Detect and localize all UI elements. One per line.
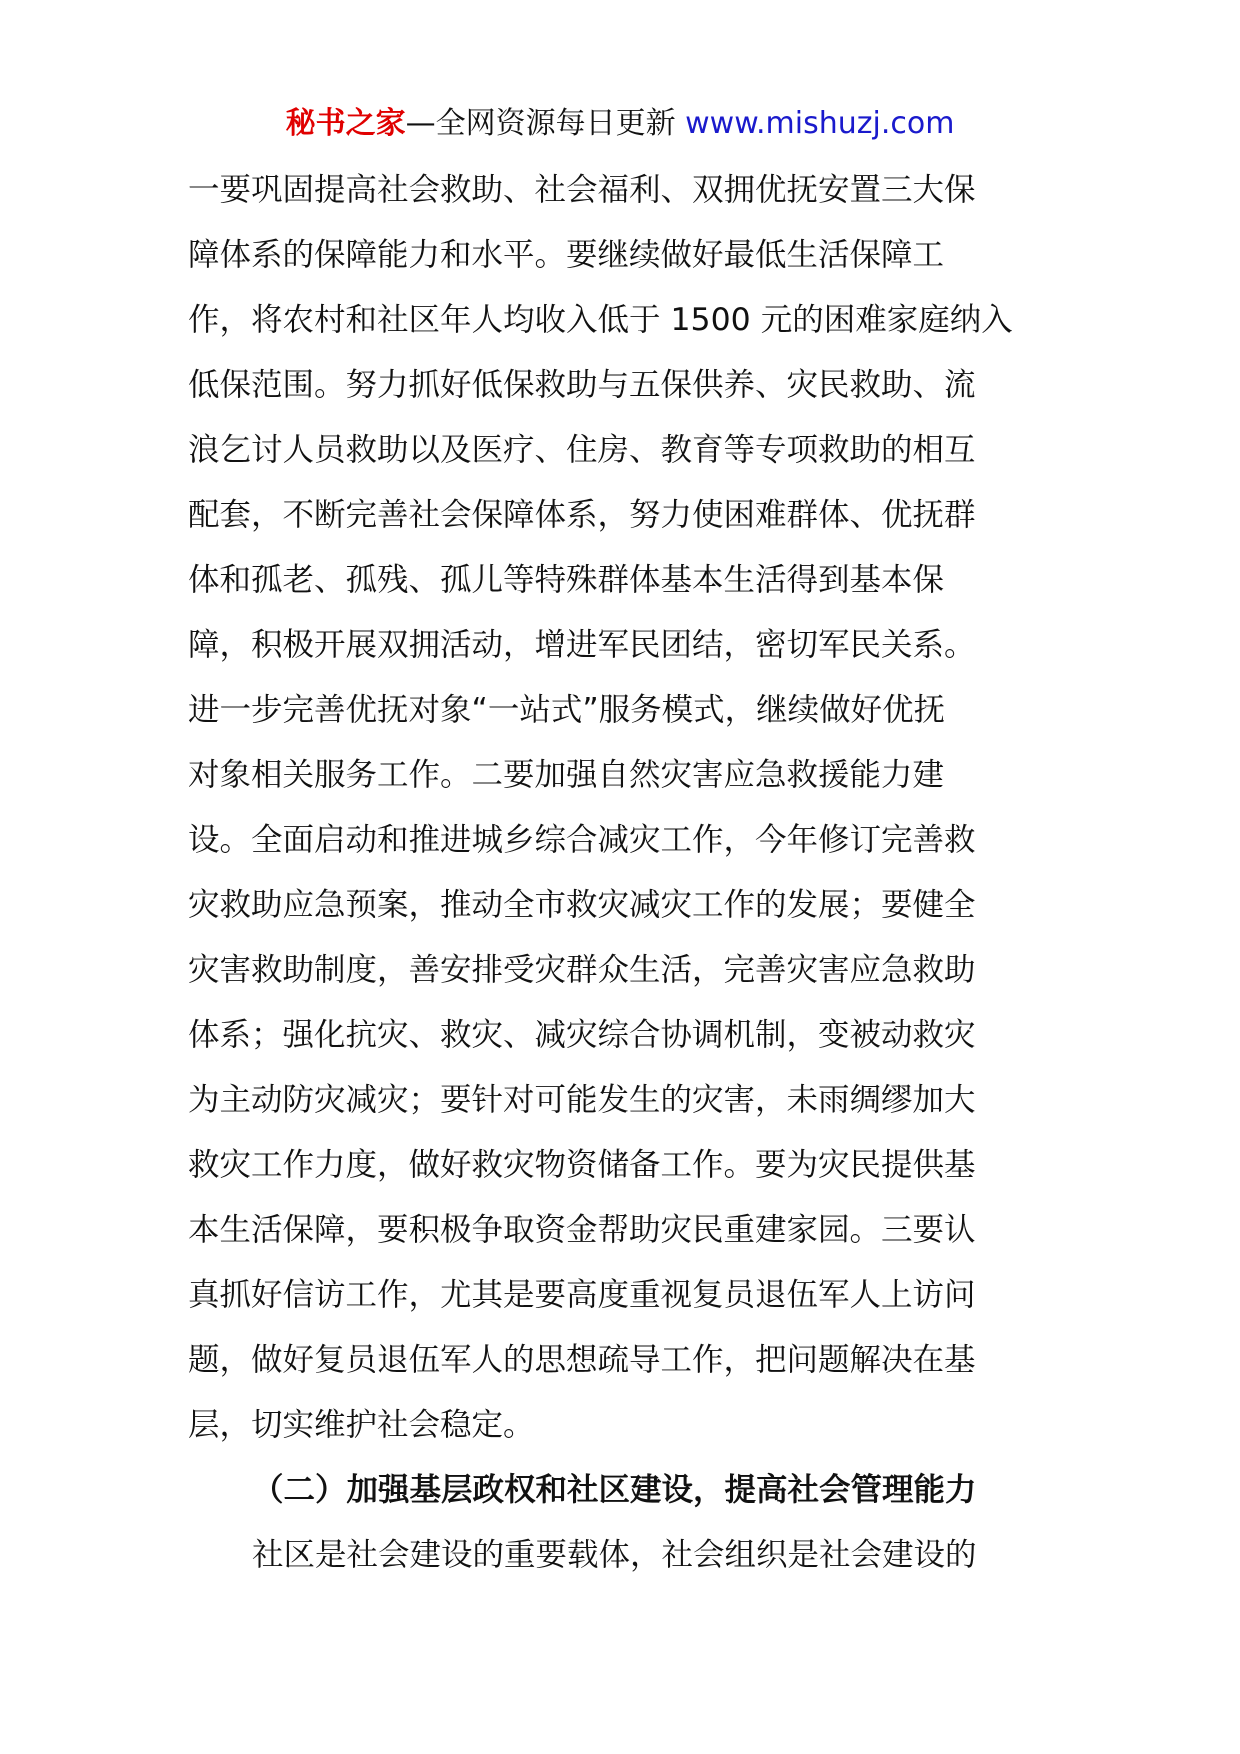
body-line: 本生活保障，要积极争取资金帮助灾民重建家园。三要认 bbox=[188, 1212, 976, 1248]
body-line: 层，切实维护社会稳定。 bbox=[188, 1407, 535, 1443]
site-url-link[interactable]: www.mishuzj.com bbox=[685, 106, 955, 141]
body-line: 真抓好信访工作，尤其是要高度重视复员退伍军人上访问 bbox=[188, 1277, 976, 1313]
body-line: 体系；强化抗灾、救灾、减灾综合协调机制，变被动救灾 bbox=[188, 1017, 976, 1053]
body-line: 为主动防灾减灾；要针对可能发生的灾害，未雨绸缪加大 bbox=[188, 1082, 976, 1118]
body-line: 浪乞讨人员救助以及医疗、住房、教育等专项救助的相互 bbox=[188, 432, 976, 468]
body-line: 配套，不断完善社会保障体系，努力使困难群体、优抚群 bbox=[188, 497, 976, 533]
body-line: 一要巩固提高社会救助、社会福利、双拥优抚安置三大保 bbox=[188, 172, 976, 208]
body-line: 障体系的保障能力和水平。要继续做好最低生活保障工 bbox=[188, 237, 945, 273]
body-line: 灾害救助制度，善安排受灾群众生活，完善灾害应急救助 bbox=[188, 952, 976, 988]
body-line: 障，积极开展双拥活动，增进军民团结，密切军民关系。 bbox=[188, 627, 976, 663]
body-line: 灾救助应急预案，推动全市救灾减灾工作的发展；要健全 bbox=[188, 887, 976, 923]
body-line: 设。全面启动和推进城乡综合减灾工作，今年修订完善救 bbox=[188, 822, 976, 858]
header-tagline: —全网资源每日更新 bbox=[405, 106, 686, 141]
site-header bbox=[0, 104, 1240, 144]
body-line: 救灾工作力度，做好救灾物资储备工作。要为灾民提供基 bbox=[188, 1147, 976, 1183]
body-line: 对象相关服务工作。二要加强自然灾害应急救援能力建 bbox=[188, 757, 945, 793]
document-body bbox=[188, 158, 1058, 1588]
brand-name: 秘书之家 bbox=[285, 106, 406, 141]
body-line: 进一步完善优抚对象“一站式”服务模式，继续做好优抚 bbox=[188, 692, 946, 728]
paragraph-first-line: 社区是社会建设的重要载体，社会组织是社会建设的 bbox=[252, 1537, 977, 1573]
section-heading: （二）加强基层政权和社区建设，提高社会管理能力 bbox=[252, 1472, 977, 1508]
body-line: 作，将农村和社区年人均收入低于 1500 元的困难家庭纳入 bbox=[188, 302, 1013, 338]
body-line: 低保范围。努力抓好低保救助与五保供养、灾民救助、流 bbox=[188, 367, 976, 403]
body-line: 题，做好复员退伍军人的思想疏导工作，把问题解决在基 bbox=[188, 1342, 976, 1378]
body-line: 体和孤老、孤残、孤儿等特殊群体基本生活得到基本保 bbox=[188, 562, 945, 598]
